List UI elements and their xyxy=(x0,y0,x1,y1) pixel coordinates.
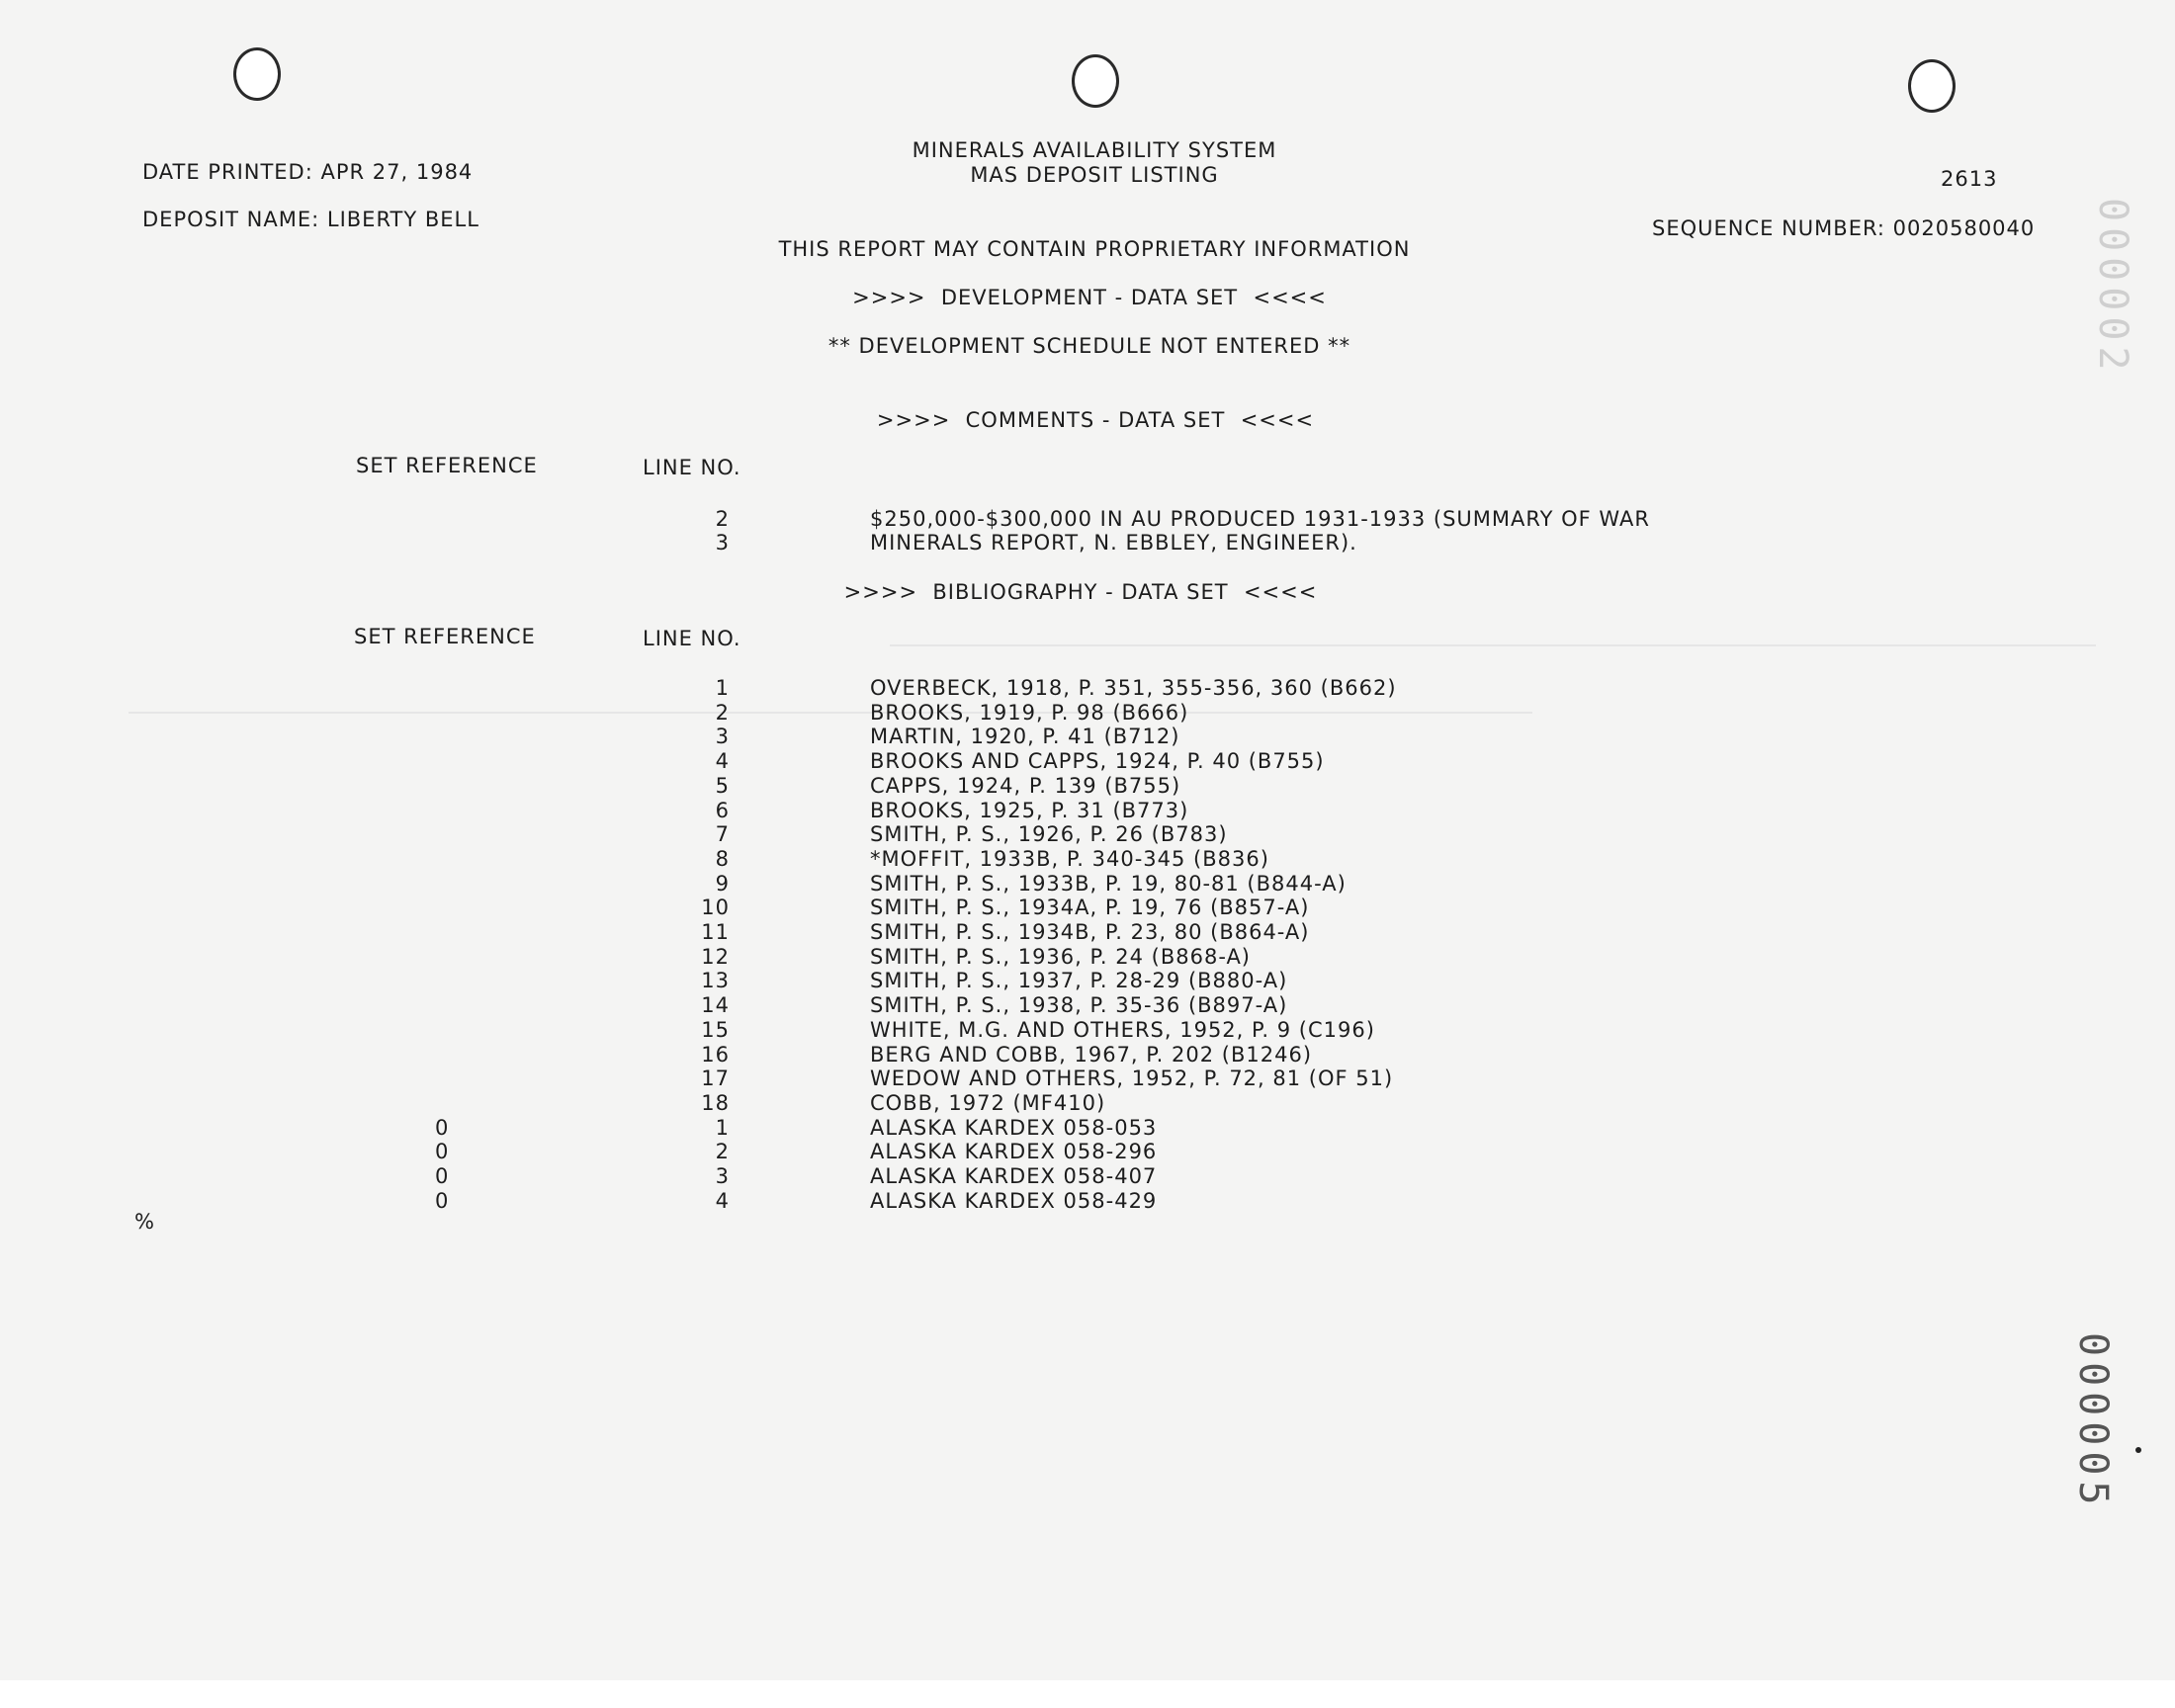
development-heading: >>>> DEVELOPMENT - DATA SET <<<< xyxy=(852,286,1327,309)
line-number-cell: 7 xyxy=(715,822,730,847)
set-reference-cell: 0 xyxy=(435,1188,450,1213)
footer-percent-mark: % xyxy=(134,1210,155,1234)
entry-text-cell: ALASKA KARDEX 058-429 xyxy=(870,1188,1158,1213)
bleed-through-line xyxy=(129,712,1532,714)
date-printed: DATE PRINTED: APR 27, 1984 xyxy=(142,160,474,184)
entry-text-cell: MARTIN, 1920, P. 41 (B712) xyxy=(870,725,1180,749)
entry-text-cell: SMITH, P. S., 1937, P. 28-29 (B880-A) xyxy=(870,969,1288,993)
line-number-cell: 5 xyxy=(715,773,730,798)
set-reference-cell: 0 xyxy=(435,1115,450,1140)
line-number-cell: 18 xyxy=(701,1090,730,1115)
development-note: ** DEVELOPMENT SCHEDULE NOT ENTERED ** xyxy=(827,334,1351,358)
entry-text-cell: SMITH, P. S., 1934A, P. 19, 76 (B857-A) xyxy=(870,896,1310,920)
line-number-cell: 1 xyxy=(715,1115,730,1140)
entry-text-cell: BROOKS, 1925, P. 31 (B773) xyxy=(870,798,1189,822)
entry-text-cell: BROOKS AND CAPPS, 1924, P. 40 (B755) xyxy=(870,749,1325,774)
line-number-cell: 2 xyxy=(715,700,730,725)
line-number-cell: 4 xyxy=(715,749,730,774)
entry-text-cell: CAPPS, 1924, P. 139 (B755) xyxy=(870,773,1181,798)
bibliography-heading: >>>> BIBLIOGRAPHY - DATA SET <<<< xyxy=(843,580,1318,604)
line-number-cell: 12 xyxy=(701,944,730,969)
line-number-cell: 11 xyxy=(701,920,730,944)
line-number-cell: 2 xyxy=(715,507,730,531)
bleed-through-line xyxy=(890,644,2096,646)
line-number-cell: 3 xyxy=(715,725,730,749)
entry-text-cell: $250,000-$300,000 IN AU PRODUCED 1931-1933 (SUMMARY OF WAR xyxy=(870,507,1650,531)
set-reference-cell: 0 xyxy=(435,1164,450,1188)
entry-text-cell: WHITE, M.G. AND OTHERS, 1952, P. 9 (C196) xyxy=(870,1017,1375,1042)
punch-hole-right xyxy=(1908,59,1956,113)
entry-text-cell: ALASKA KARDEX 058-407 xyxy=(870,1164,1158,1188)
set-reference-cell: 0 xyxy=(435,1140,450,1164)
punch-hole-left xyxy=(233,47,281,101)
line-number-cell: 14 xyxy=(701,993,730,1018)
entry-text-cell: *MOFFIT, 1933B, P. 340-345 (B836) xyxy=(870,846,1269,871)
entry-text-cell: OVERBECK, 1918, P. 351, 355-356, 360 (B662) xyxy=(870,676,1397,700)
bibliography-line-no-header: LINE NO. xyxy=(643,627,741,650)
line-number-cell: 1 xyxy=(715,676,730,700)
entry-text-cell: MINERALS REPORT, N. EBBLEY, ENGINEER). xyxy=(870,531,1357,555)
line-number-cell: 6 xyxy=(715,798,730,822)
entry-text-cell: ALASKA KARDEX 058-296 xyxy=(870,1140,1158,1164)
entry-text-cell: SMITH, P. S., 1936, P. 24 (B868-A) xyxy=(870,944,1252,969)
proprietary-notice: THIS REPORT MAY CONTAIN PROPRIETARY INFORMATION xyxy=(778,237,1411,261)
page-number: 2613 xyxy=(1941,167,1998,191)
line-number-cell: 17 xyxy=(701,1067,730,1091)
sequence-number: SEQUENCE NUMBER: 0020580040 xyxy=(1652,216,2036,240)
entry-text-cell: SMITH, P. S., 1926, P. 26 (B783) xyxy=(870,822,1228,847)
line-number-cell: 13 xyxy=(701,969,730,993)
listing-title: MAS DEPOSIT LISTING xyxy=(970,163,1219,187)
line-number-cell: 2 xyxy=(715,1140,730,1164)
entry-text-cell: WEDOW AND OTHERS, 1952, P. 72, 81 (OF 51) xyxy=(870,1067,1394,1091)
system-title: MINERALS AVAILABILITY SYSTEM xyxy=(912,138,1277,162)
line-number-cell: 9 xyxy=(715,871,730,896)
line-number-cell: 10 xyxy=(701,896,730,920)
comments-line-no-header: LINE NO. xyxy=(643,456,741,479)
entry-text-cell: SMITH, P. S., 1934B, P. 23, 80 (B864-A) xyxy=(870,920,1310,944)
deposit-name: DEPOSIT NAME: LIBERTY BELL xyxy=(142,208,479,231)
margin-page-stamp: 000005 xyxy=(2070,1332,2116,1511)
entry-text-cell: ALASKA KARDEX 058-053 xyxy=(870,1115,1158,1140)
margin-dot xyxy=(2135,1447,2141,1453)
entry-text-cell: SMITH, P. S., 1938, P. 35-36 (B897-A) xyxy=(870,993,1288,1018)
line-number-cell: 8 xyxy=(715,846,730,871)
line-number-cell: 4 xyxy=(715,1188,730,1213)
margin-page-stamp-faint: 000002 xyxy=(2090,198,2135,377)
bibliography-set-reference-header: SET REFERENCE xyxy=(354,625,536,648)
line-number-cell: 15 xyxy=(701,1017,730,1042)
line-number-cell: 16 xyxy=(701,1042,730,1067)
entry-text-cell: COBB, 1972 (MF410) xyxy=(870,1090,1106,1115)
punch-hole-center xyxy=(1072,54,1119,108)
line-number-cell: 3 xyxy=(715,531,730,555)
line-number-cell: 3 xyxy=(715,1164,730,1188)
entry-text-cell: SMITH, P. S., 1933B, P. 19, 80-81 (B844-A) xyxy=(870,871,1347,896)
comments-set-reference-header: SET REFERENCE xyxy=(356,454,538,477)
comments-heading: >>>> COMMENTS - DATA SET <<<< xyxy=(876,408,1315,432)
entry-text-cell: BERG AND COBB, 1967, P. 202 (B1246) xyxy=(870,1042,1313,1067)
entry-text-cell: BROOKS, 1919, P. 98 (B666) xyxy=(870,700,1189,725)
